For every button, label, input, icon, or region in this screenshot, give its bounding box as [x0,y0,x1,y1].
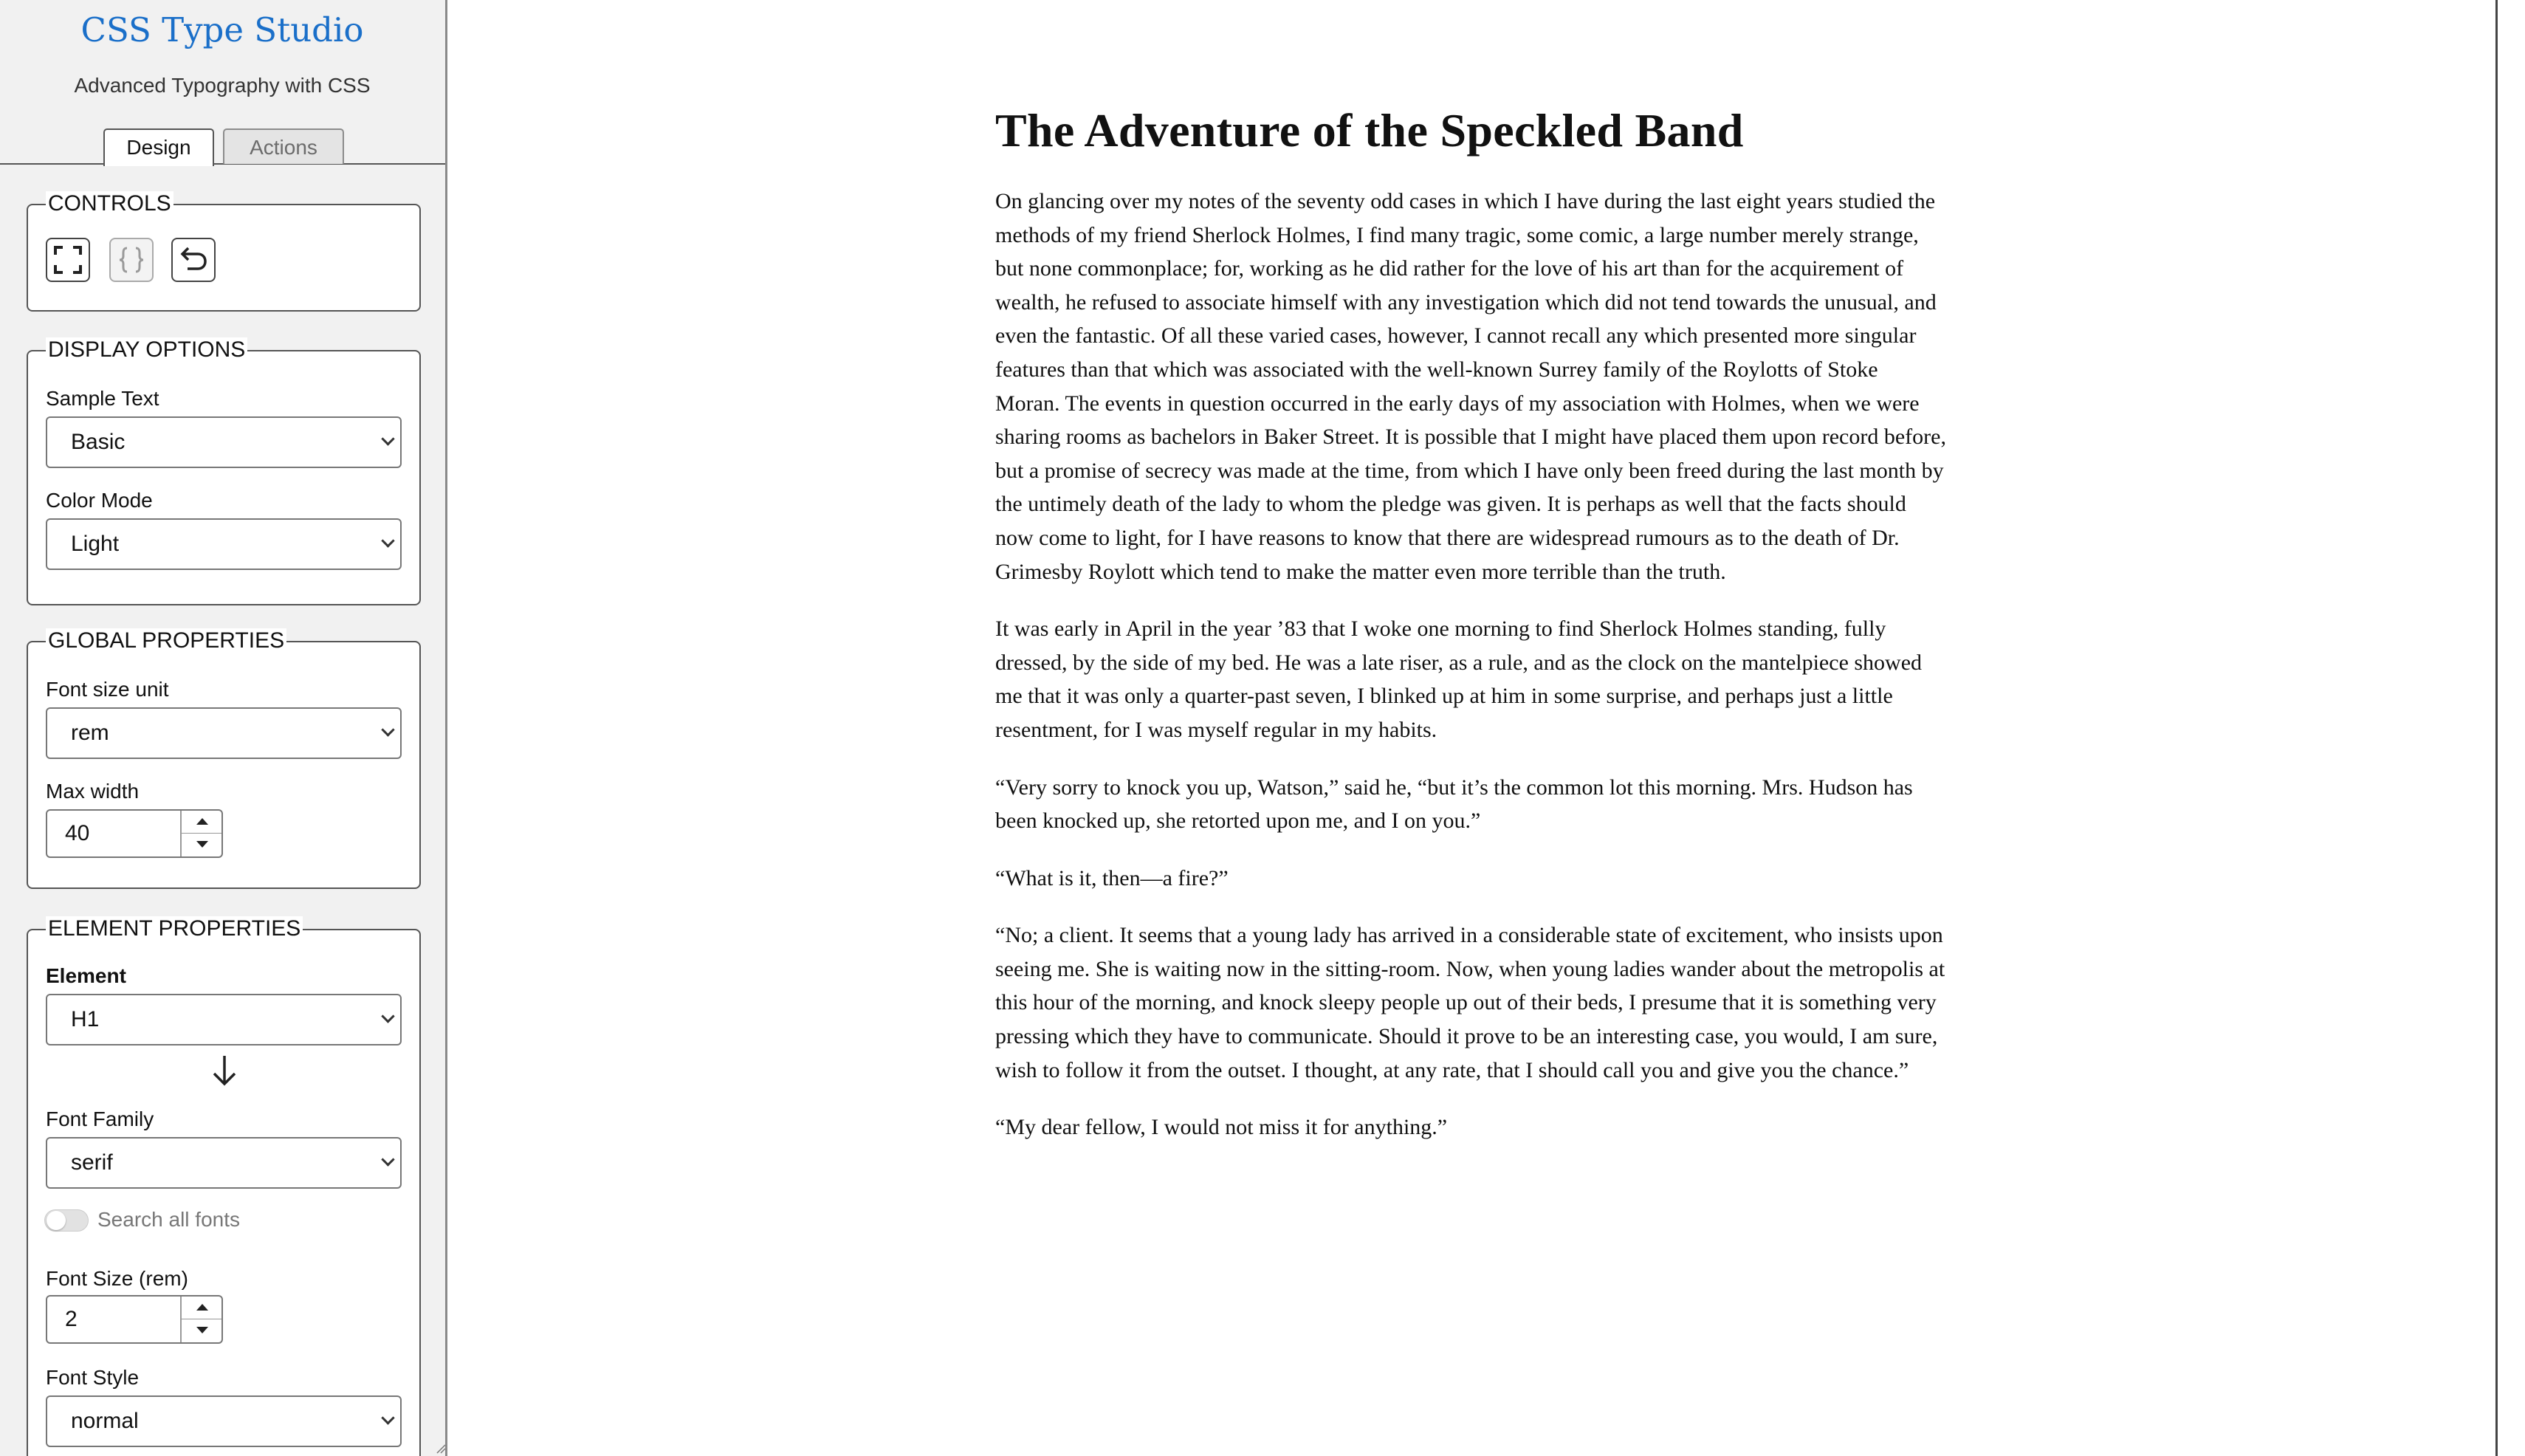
element-properties-panel [27,916,421,1456]
element-properties-legend: ELEMENT PROPERTIES [46,916,303,941]
preview-article [995,102,1948,1168]
chevron-down-icon [381,1009,394,1023]
chevron-down-icon [381,1153,394,1166]
font-size-unit-value: rem [71,721,109,745]
article-paragraph: “My dear fellow, I would not miss it for anything.” [995,1115,1448,1140]
max-width-stepper[interactable] [180,811,221,856]
caret-up-icon [196,1304,208,1311]
font-size-value: 2 [65,1307,78,1331]
toggle-knob [47,1211,66,1230]
chevron-down-icon [381,534,394,547]
tab-actions[interactable]: Actions [223,128,344,164]
decrement-button[interactable] [182,1319,221,1342]
color-mode-label: Color Mode [46,489,153,512]
controls-legend: CONTROLS [46,191,174,216]
font-family-select[interactable] [46,1137,402,1189]
font-size-unit-select[interactable] [46,707,402,759]
article-paragraph: On glancing over my notes of the seventy odd cases in which I have during the last eight years studied the methods of my friend Sherlock Holmes, I find many tragic, some comic, a large number merely strange, but none commonplace; for, working as he did rather for the love of his art than for the acquirement of wealth, he refused to associate himself with any investigation which did not tend towards the unusual, and even the fantastic. Of all these varied cases, however, I cannot recall any which presented more singular features than that which was associated with the well-known Surrey family of the Roylotts of Stoke Moran. The events in question occurred in the early days of my association with Holmes, when we were sharing rooms as bachelors in Baker Street. It is possible that I might have placed them upon record before, but a promise of secrecy was made at the time, from which I have only been freed during the last month by the untimely death of the lady to whom the pledge was given. It is perhaps as well that the facts should now come to light, for I have reasons to know that there are widespread rumours as to the death of Dr. Grimesby Roylott which tend to make the matter even more terrible than the truth. [995,189,1946,584]
element-select[interactable] [46,994,402,1045]
article-paragraph: “What is it, then—a fire?” [995,865,1229,890]
color-mode-select[interactable] [46,518,402,570]
tab-design[interactable]: Design [103,128,214,166]
font-style-value: normal [71,1409,139,1433]
resize-grip-icon[interactable] [436,1443,446,1454]
fullscreen-button[interactable] [46,238,90,282]
article-paragraph: “No; a client. It seems that a young lady has arrived in a considerable state of excitement, who insists upon seeing me. She is waiting now in the sitting-room. Now, when young ladies wander about the metropolis at this hour of the morning, and knock sleepy people up out of their beds, I presume that it is something very pressing which they have to communicate. Should it prove to be an interesting case, you would, I am sure, wish to follow it from the outset. I thought, at any rate, that I should call you and give you the chance.” [995,923,1945,1082]
max-width-value: 40 [65,821,90,845]
undo-button[interactable] [171,238,216,282]
sample-text-value: Basic [71,430,126,454]
chevron-down-icon [381,723,394,736]
font-style-label: Font Style [46,1366,140,1389]
caret-up-icon [196,818,208,825]
sample-text-select[interactable] [46,416,402,468]
undo-icon [179,245,208,275]
font-family-value: serif [71,1150,113,1175]
increment-button[interactable] [182,811,221,834]
max-width-input[interactable] [46,809,223,858]
font-size-label: Font Size (rem) [46,1267,188,1290]
max-width-label: Max width [46,780,140,803]
global-properties-panel [27,628,421,889]
color-mode-value: Light [71,532,120,556]
font-style-select[interactable] [46,1395,402,1447]
sample-text-label: Sample Text [46,387,159,410]
code-braces-icon [117,245,146,275]
font-family-label: Font Family [46,1108,154,1130]
article-title: The Adventure of the Speckled Band [995,104,1744,157]
global-properties-legend: GLOBAL PROPERTIES [46,628,286,653]
arrow-down-icon [210,1054,239,1087]
app-subtitle: Advanced Typography with CSS [74,74,371,97]
article-paragraph: It was early in April in the year ’83 that I woke one morning to find Sherlock Holmes standing, fully dressed, by the side of my bed. He was a late riser, as a rule, and as the clock on the mantelpiece showed me that it was only a quarter-past seven, I blinked up at him in some surprise, and perhaps just a little resentment, for I was myself regular in my habits. [995,617,1923,742]
caret-down-icon [196,841,208,848]
increment-button[interactable] [182,1297,221,1319]
element-label: Element [46,964,126,987]
chevron-down-icon [381,1411,394,1424]
font-size-unit-label: Font size unit [46,678,169,701]
article-paragraph: “Very sorry to knock you up, Watson,” said he, “but it’s the common lot this morning. Mrs. Hudson has been knocked up, she retorted upon me, and I on you.” [995,775,1913,834]
fullscreen-icon [53,245,83,275]
app-title: CSS Type Studio [80,10,364,49]
font-size-stepper[interactable] [180,1297,221,1342]
preview-right-border [2495,0,2498,1456]
code-button[interactable] [109,238,154,282]
display-options-panel [27,337,421,605]
search-all-fonts-label: Search all fonts [97,1208,240,1231]
display-options-legend: DISPLAY OPTIONS [46,337,247,363]
sidebar [0,0,447,1456]
element-value: H1 [71,1007,100,1031]
chevron-down-icon [381,432,394,445]
search-all-fonts-toggle[interactable] [44,1209,89,1232]
decrement-button[interactable] [182,834,221,856]
font-size-input[interactable] [46,1295,223,1344]
caret-down-icon [196,1327,208,1333]
